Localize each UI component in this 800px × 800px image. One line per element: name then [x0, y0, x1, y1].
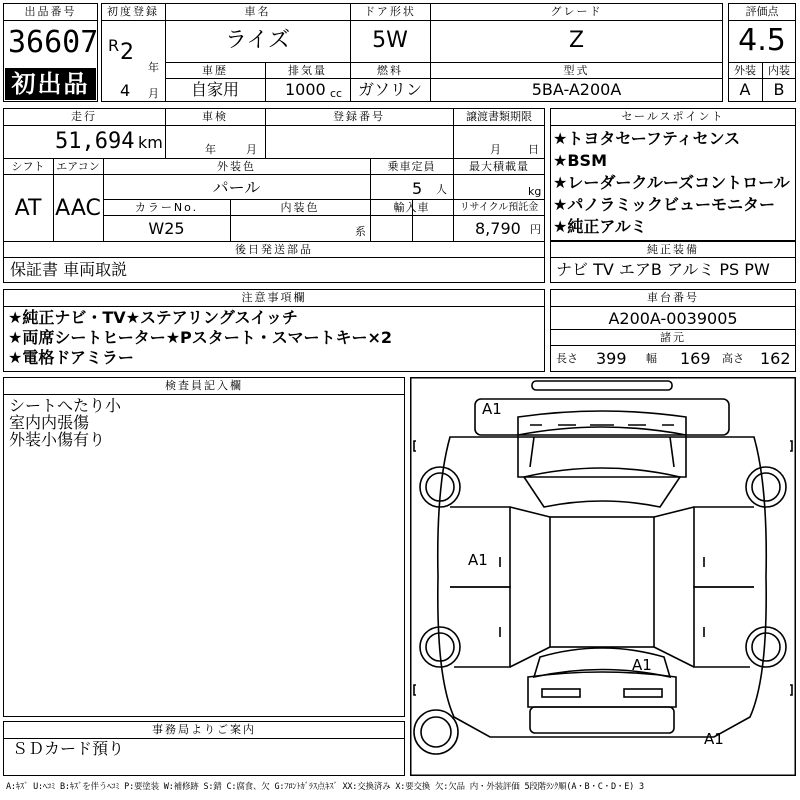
shift: AT — [14, 196, 42, 221]
capacity: 5 — [412, 179, 423, 198]
note-line: ★純正ナビ・TV★ステアリングスイッチ — [8, 308, 298, 327]
recycle-fee: 8,790 — [475, 219, 521, 238]
width: 169 — [680, 349, 711, 368]
mark-left-side: A1 — [468, 551, 488, 569]
first-listing-badge: 初出品 — [5, 68, 96, 100]
sales-point: ★トヨタセーフティセンス — [553, 129, 741, 148]
score: 4.5 — [738, 23, 786, 58]
length: 399 — [596, 349, 627, 368]
mark-roof: A1 — [482, 400, 502, 418]
equipment: ナビ TV エアB アルミ PS PW — [556, 260, 770, 279]
displacement: 1000 — [285, 80, 326, 99]
door-type: 5W — [372, 28, 408, 53]
sales-point: ★パノラミックビューモニター — [553, 195, 776, 214]
mark-rear-bumper: A1 — [704, 730, 724, 748]
car-history: 自家用 — [190, 80, 239, 99]
sales-point: ★レーダークルーズコントロール — [553, 173, 790, 192]
inspector-line: シートへたり小 — [9, 396, 122, 415]
office-note: ＳＤカード預り — [12, 739, 125, 758]
damage-diagram — [410, 377, 796, 776]
car-name-label: 車名 — [244, 5, 271, 18]
color-number: W25 — [148, 219, 185, 238]
air-conditioner: AAC — [55, 196, 101, 221]
interior-grade: B — [773, 80, 785, 99]
lot-label: 出品番号 — [24, 5, 77, 18]
exterior-grade: A — [739, 80, 751, 99]
exterior-color: パール — [212, 178, 261, 197]
mark-rear: A1 — [632, 656, 652, 674]
model-code: 5BA-A200A — [531, 80, 622, 99]
grade: Z — [568, 28, 585, 53]
reg-month: 4 — [120, 81, 131, 100]
reg-year: 2 — [120, 40, 134, 65]
fuel: ガソリン — [357, 80, 422, 99]
inspector-line: 外装小傷有り — [9, 430, 106, 449]
legend-footer: A:ｷｽﾞ U:ﾍｺﾐ B:ｷｽﾞを伴うﾍｺﾐ P:要塗装 W:補修跡 S:錆 C:腐食、欠 G:ﾌﾛﾝﾄｶﾞﾗｽ点ｷｽﾞ XX:交換済み X:要交換 欠:欠品 内・外装評価 5段階ﾗﾝｸ順(A・B・C・D・E) 3 — [6, 782, 644, 792]
era: R — [108, 36, 120, 55]
height: 162 — [760, 349, 791, 368]
sales-point: ★純正アルミ — [553, 217, 647, 236]
note-line: ★電格ドアミラー — [8, 348, 134, 367]
inspector-line: 室内内張傷 — [9, 413, 90, 432]
later-parts: 保証書 車両取説 — [10, 260, 128, 279]
mileage: 51,694 — [55, 129, 135, 154]
first-reg-label: 初度登録 — [107, 5, 159, 18]
note-line: ★両席シートヒーター★Pスタート・スマートキー×2 — [8, 328, 392, 347]
sales-point: ★BSM — [553, 151, 607, 170]
chassis-number: A200A-0039005 — [608, 309, 738, 328]
lot-number: 36607 — [8, 25, 99, 60]
car-name: ライズ — [224, 28, 291, 53]
